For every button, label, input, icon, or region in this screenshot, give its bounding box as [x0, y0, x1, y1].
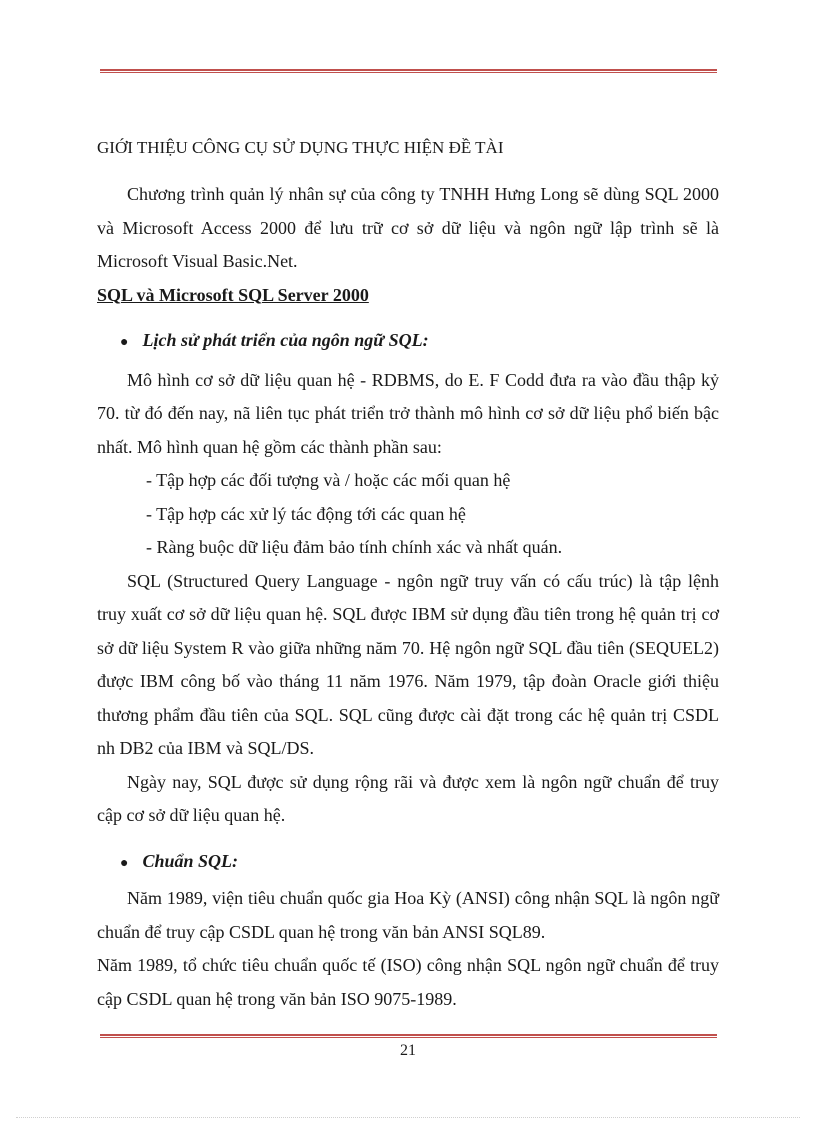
standard-paragraph-2: Năm 1989, tổ chức tiêu chuẩn quốc tế (ISO) công nhận SQL ngôn ngữ chuẩn để truy cập CSDL quan hệ trong văn bản ISO 9075-1989.: [97, 955, 719, 1009]
history-paragraph-3: Ngày nay, SQL được sử dụng rộng rãi và được xem là ngôn ngữ chuẩn để truy cập cơ sở dữ liệu quan hệ.: [97, 771, 719, 825]
page-content: [97, 136, 719, 1016]
bullet-icon: ●: [120, 855, 129, 871]
history-heading: [97, 324, 719, 360]
list-item: - Tập hợp các xử lý tác động tới các quan hệ: [146, 503, 466, 524]
list-item: - Tập hợp các đối tượng và / hoặc các mối quan hệ: [146, 470, 511, 490]
list-item: - Ràng buộc dữ liệu đảm bảo tính chính xác và nhất quán.: [146, 537, 563, 557]
standard-heading: [97, 845, 719, 881]
bullet-icon: ●: [120, 335, 129, 350]
intro-paragraph: Chương trình quản lý nhân sự của công ty TNHH Hưng Long sẽ dùng SQL 2000 và Microsoft Access 2000 để lưu trữ cơ sở dữ liệu và ngôn ngữ lập trình sẽ là Microsoft Visual Basic.Net.: [97, 184, 719, 271]
standard-heading-text: Chuẩn SQL:: [142, 850, 239, 871]
page-number: 21: [400, 1042, 416, 1059]
history-heading-text: Lịch sử phát triển của ngôn ngữ SQL:: [142, 330, 429, 350]
history-paragraph-2: SQL (Structured Query Language - ngôn ngữ truy vấn có cấu trúc) là tập lệnh truy xuất cơ sở dữ liệu quan hệ. SQL được IBM sử dụng đầu tiên trong hệ quản trị cơ sở dữ liệu System R vào giữa những năm 70. Hệ ngôn ngữ SQL đầu tiên (SEQUEL2) được IBM công bố vào tháng 11 năm 1976. Năm 1979, tập đoàn Oracle giới thiệu thương phẩm đầu tiên của SQL. SQL cũng được cài đặt trong các hệ quản trị CSDL nh DB2 của IBM và SQL/DS.: [97, 570, 719, 758]
footer-rule: [100, 1034, 717, 1038]
page-title: GIỚI THIỆU CÔNG CỤ SỬ DỤNG THỰC HIỆN ĐỀ TÀI: [97, 138, 504, 157]
header-rule: [100, 69, 717, 73]
page-edge-dots: [16, 1117, 800, 1118]
standard-paragraph-1: Năm 1989, viện tiêu chuẩn quốc gia Hoa Kỳ (ANSI) công nhận SQL là ngôn ngữ chuẩn để truy cập CSDL quan hệ trong văn bản ANSI SQL89.: [97, 888, 719, 942]
section-heading: SQL và Microsoft SQL Server 2000: [97, 284, 369, 305]
history-paragraph-1: Mô hình cơ sở dữ liệu quan hệ - RDBMS, do E. F Codd đưa ra vào đầu thập kỷ 70. từ đó đến nay, nã liên tục phát triển trở thành mô hình cơ sở dữ liệu phổ biến bậc nhất. Mô hình quan hệ gồm các thành phần sau:: [97, 369, 719, 457]
